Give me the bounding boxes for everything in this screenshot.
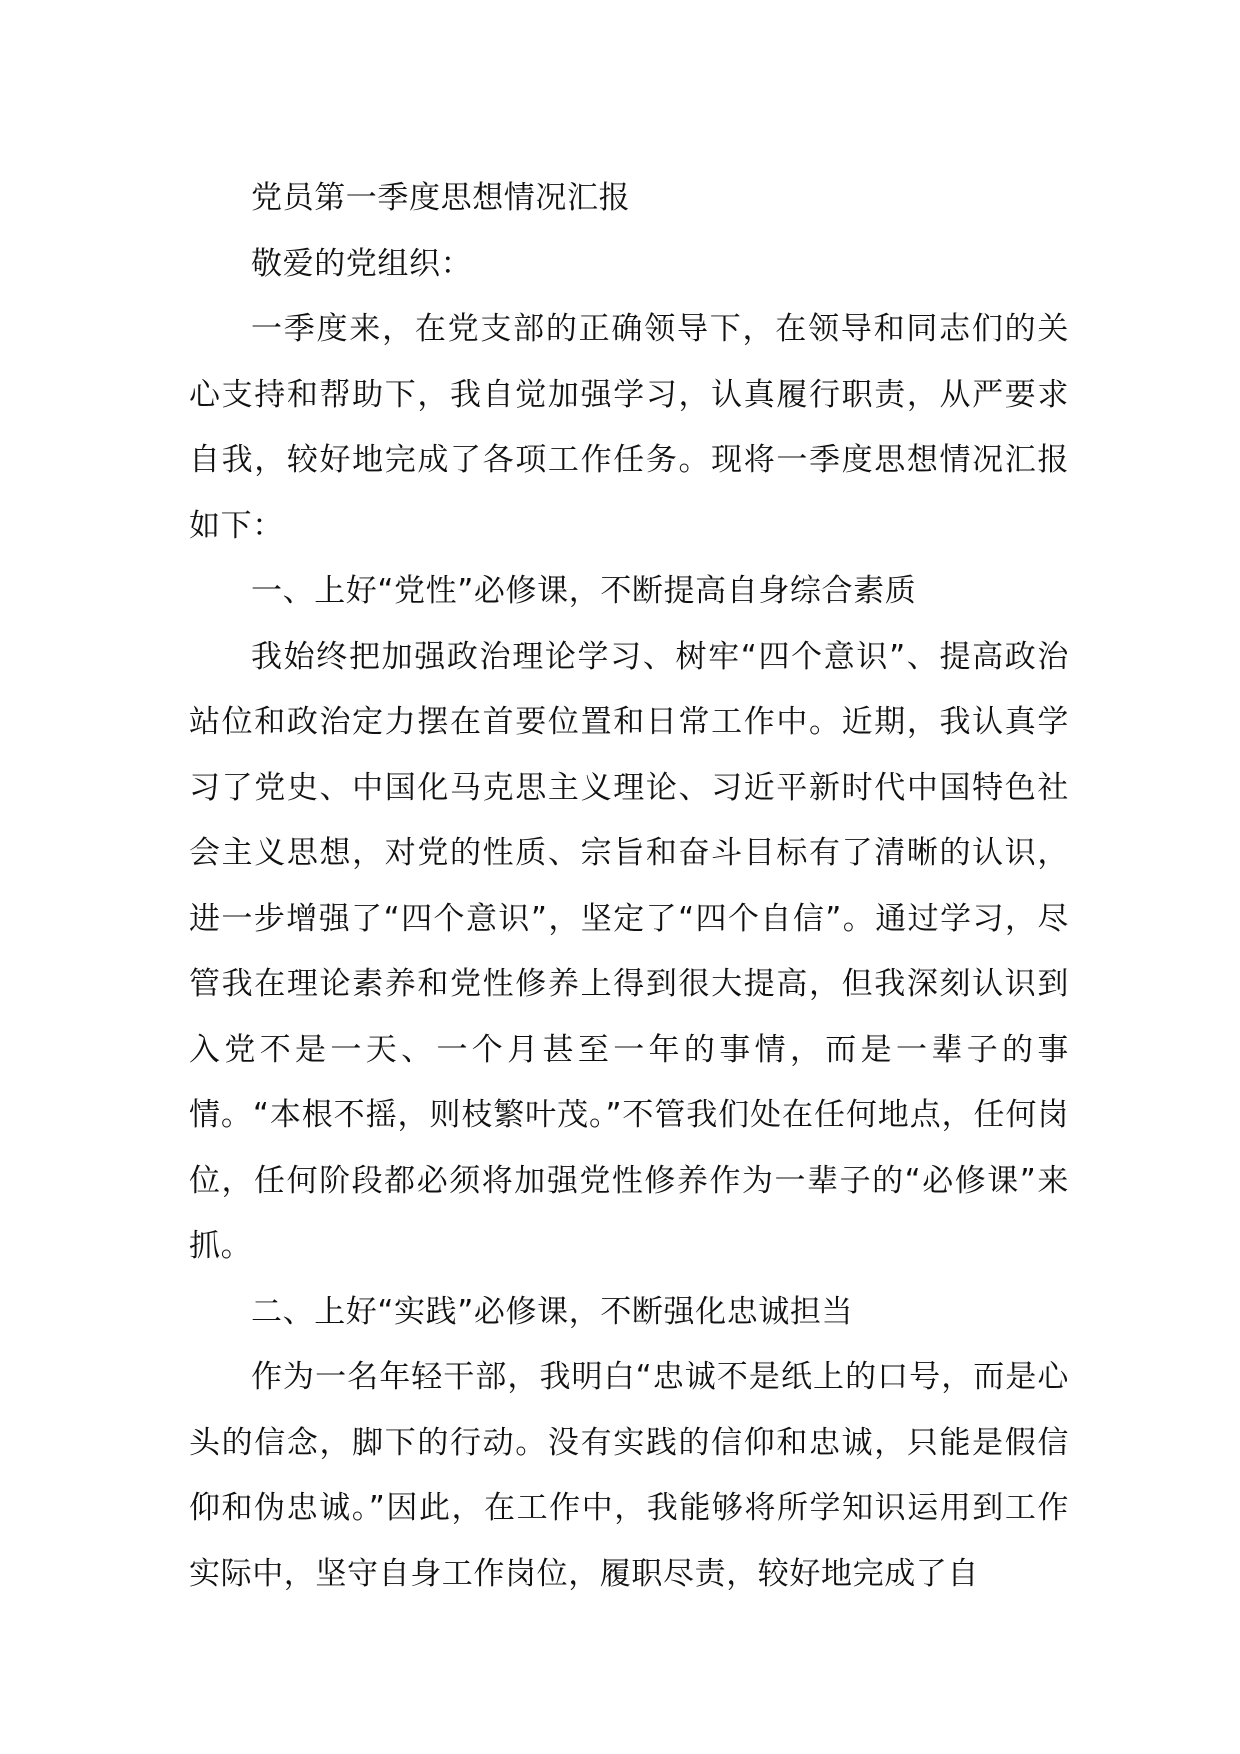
- document-body: [189, 166, 1069, 1607]
- section-heading-2: 二、上好“实践”必修课，不断强化忠诚担当: [251, 1293, 854, 1330]
- paragraph-intro: 一季度来，在党支部的正确领导下，在领导和同志们的关心支持和帮助下，我自觉加强学习，认真履行职责，从严要求自我，较好地完成了各项工作任务。现将一季度思想情况汇报如下：: [189, 311, 1069, 544]
- paragraph-section-2: 作为一名年轻干部，我明白“忠诚不是纸上的口号，而是心头的信念，脚下的行动。没有实践的信仰和忠诚，只能是假信仰和伪忠诚。”因此，在工作中，我能够将所学知识运用到工作实际中，坚守自身工作岗位，履职尽责，较好地完成了自: [189, 1359, 1069, 1592]
- document-title: 党员第一季度思想情况汇报: [251, 180, 631, 216]
- section-heading-1: 一、上好“党性”必修课，不断提高自身综合素质: [251, 573, 917, 609]
- salutation: 敬爱的党组织：: [251, 245, 473, 282]
- paragraph-section-1: 我始终把加强政治理论学习、树牢“四个意识”、提高政治站位和政治定力摆在首要位置和日常工作中。近期，我认真学习了党史、中国化马克思主义理论、习近平新时代中国特色社会主义思想，对党的性质、宗旨和奋斗目标有了清晰的认识，进一步增强了“四个意识”，坚定了“四个自信”。通过学习，尽管我在理论素养和党性修养上得到很大提高，但我深刻认识到入党不是一天、一个月甚至一年的事情，而是一辈子的事情。“本根不摇，则枝繁叶茂。”不管我们处在任何地点，任何岗位，任何阶段都必须将加强党性修养作为一辈子的“必修课”来抓。: [189, 638, 1069, 1264]
